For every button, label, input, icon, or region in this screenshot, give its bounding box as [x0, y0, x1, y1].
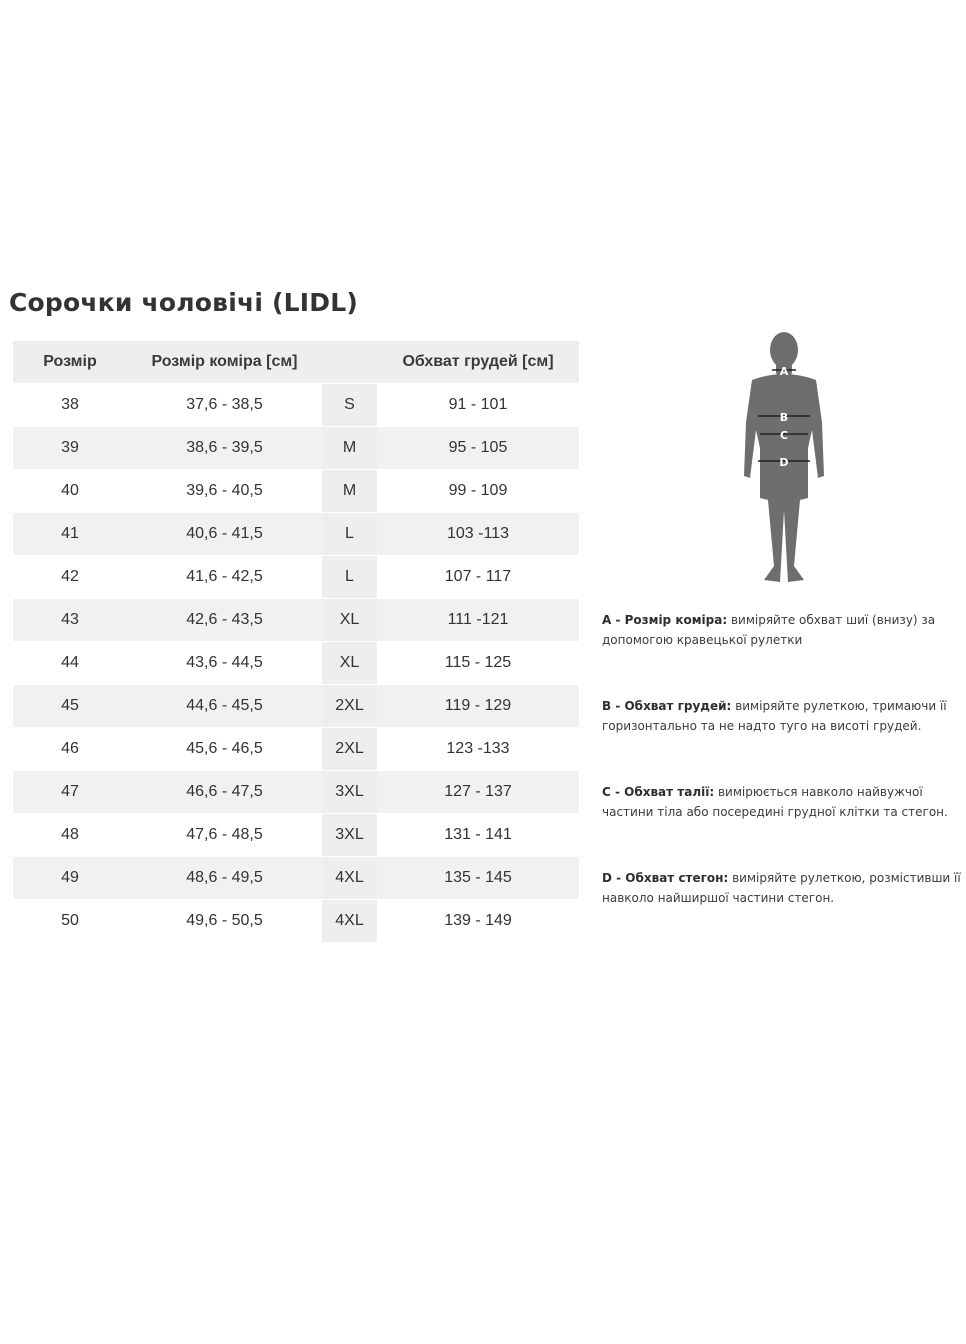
cell-chest: 123 -133 — [377, 728, 579, 771]
figure-label-a: A — [779, 365, 789, 378]
table-row — [13, 685, 579, 728]
note-chest — [602, 696, 964, 736]
cell-size: 48 — [13, 814, 127, 857]
figure-label-d: D — [779, 456, 789, 469]
cell-collar: 37,6 - 38,5 — [127, 384, 322, 427]
note-text: виміряйте рулеткою, тримаючи її горизонтально та не надто туго на висоті грудей. — [602, 699, 947, 733]
header-size: Розмір — [13, 341, 127, 384]
note-label: A - Розмір коміра: — [602, 613, 728, 627]
cell-letter-size: L — [322, 513, 377, 556]
cell-size: 41 — [13, 513, 127, 556]
table-row — [13, 900, 579, 943]
table-row — [13, 556, 579, 599]
table-row — [13, 771, 579, 814]
cell-size: 39 — [13, 427, 127, 470]
cell-letter-size: 3XL — [322, 771, 377, 814]
cell-letter-size: S — [322, 384, 377, 427]
table-row — [13, 599, 579, 642]
table-row — [13, 728, 579, 771]
cell-collar: 41,6 - 42,5 — [127, 556, 322, 599]
header-letter-size — [322, 341, 377, 384]
cell-chest: 99 - 109 — [377, 470, 579, 513]
note-text: виміряйте обхват шиї (внизу) за допомогою кравецької рулетки — [602, 613, 936, 647]
cell-chest: 111 -121 — [377, 599, 579, 642]
cell-chest: 107 - 117 — [377, 556, 579, 599]
cell-letter-size: 2XL — [322, 728, 377, 771]
cell-letter-size: 2XL — [322, 685, 377, 728]
cell-collar: 38,6 - 39,5 — [127, 427, 322, 470]
cell-letter-size: 4XL — [322, 900, 377, 943]
cell-collar: 40,6 - 41,5 — [127, 513, 322, 556]
cell-size: 44 — [13, 642, 127, 685]
cell-collar: 48,6 - 49,5 — [127, 857, 322, 900]
table-row — [13, 642, 579, 685]
cell-collar: 46,6 - 47,5 — [127, 771, 322, 814]
cell-letter-size: L — [322, 556, 377, 599]
note-label: C - Обхват талії: — [602, 785, 715, 799]
header-collar: Розмір коміра [см] — [127, 341, 322, 384]
note-label: D - Обхват стегон: — [602, 871, 729, 885]
cell-chest: 115 - 125 — [377, 642, 579, 685]
note-waist — [602, 782, 964, 822]
cell-size: 38 — [13, 384, 127, 427]
page-title: Сорочки чоловічі (LIDL) — [9, 288, 358, 317]
cell-chest: 131 - 141 — [377, 814, 579, 857]
cell-chest: 95 - 105 — [377, 427, 579, 470]
note-label: B - Обхват грудей: — [602, 699, 732, 713]
cell-letter-size: M — [322, 470, 377, 513]
table-row — [13, 857, 579, 900]
cell-collar: 43,6 - 44,5 — [127, 642, 322, 685]
cell-collar: 49,6 - 50,5 — [127, 900, 322, 943]
cell-letter-size: M — [322, 427, 377, 470]
cell-chest: 119 - 129 — [377, 685, 579, 728]
cell-chest: 135 - 145 — [377, 857, 579, 900]
table-row — [13, 384, 579, 427]
cell-collar: 47,6 - 48,5 — [127, 814, 322, 857]
cell-size: 46 — [13, 728, 127, 771]
human-body-measurement-icon — [738, 330, 830, 586]
cell-size: 40 — [13, 470, 127, 513]
cell-collar: 39,6 - 40,5 — [127, 470, 322, 513]
cell-collar: 42,6 - 43,5 — [127, 599, 322, 642]
cell-chest: 127 - 137 — [377, 771, 579, 814]
header-chest: Обхват грудей [см] — [377, 341, 579, 384]
cell-chest: 139 - 149 — [377, 900, 579, 943]
note-text: виміряйте рулеткою, розмістивши її навколо найширшої частини стегон. — [602, 871, 961, 905]
cell-size: 42 — [13, 556, 127, 599]
table-body — [13, 384, 579, 943]
cell-letter-size: 3XL — [322, 814, 377, 857]
cell-size: 45 — [13, 685, 127, 728]
figure-label-c: C — [779, 429, 789, 442]
cell-chest: 103 -113 — [377, 513, 579, 556]
cell-size: 49 — [13, 857, 127, 900]
table-row — [13, 470, 579, 513]
table-row — [13, 814, 579, 857]
note-text: вимірюється навколо найвужчої частини тіла або посередині грудної клітки та стегон. — [602, 785, 948, 819]
size-table — [13, 341, 579, 943]
cell-size: 43 — [13, 599, 127, 642]
note-collar — [602, 610, 964, 650]
cell-letter-size: XL — [322, 599, 377, 642]
cell-collar: 44,6 - 45,5 — [127, 685, 322, 728]
table-row — [13, 513, 579, 556]
table-row — [13, 427, 579, 470]
cell-size: 50 — [13, 900, 127, 943]
figure-label-b: B — [779, 411, 789, 424]
note-hips — [602, 868, 964, 908]
cell-letter-size: 4XL — [322, 857, 377, 900]
cell-collar: 45,6 - 46,5 — [127, 728, 322, 771]
cell-size: 47 — [13, 771, 127, 814]
table-header-row — [13, 341, 579, 384]
cell-chest: 91 - 101 — [377, 384, 579, 427]
measurement-notes — [602, 610, 964, 954]
cell-letter-size: XL — [322, 642, 377, 685]
